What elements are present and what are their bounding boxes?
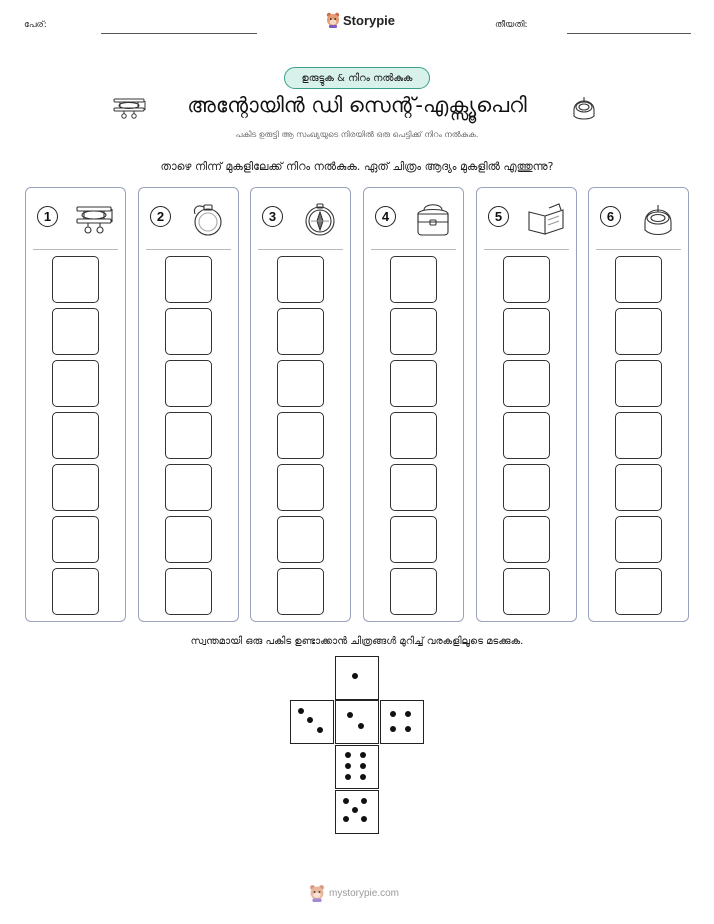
storypie-mascot-icon (326, 12, 340, 28)
column-number: 3 (262, 206, 283, 227)
color-box[interactable] (503, 464, 550, 511)
column-header (259, 200, 344, 240)
color-box[interactable] (277, 412, 324, 459)
color-box[interactable] (503, 256, 550, 303)
color-box[interactable] (503, 516, 550, 563)
color-box[interactable] (503, 412, 550, 459)
die-face-six (335, 745, 379, 789)
aviator-helmet-icon (637, 200, 679, 238)
color-box[interactable] (165, 568, 212, 615)
column-1 (25, 187, 126, 622)
column-header (34, 200, 119, 240)
color-box[interactable] (165, 360, 212, 407)
column-header (485, 200, 570, 240)
title-aviator-helmet-icon (570, 92, 598, 122)
color-box[interactable] (277, 256, 324, 303)
brand-name: Storypie (343, 12, 396, 28)
fold-instruction: സ്വന്തമായി ഒരു പകിട ഉണ്ടാക്കാൻ ചിത്രങ്ങൾ മുറിച്ച് വരകളിലൂടെ മടക്കുക. (190, 636, 524, 647)
color-box[interactable] (52, 464, 99, 511)
color-box[interactable] (165, 516, 212, 563)
color-box[interactable] (390, 308, 437, 355)
color-box[interactable] (615, 568, 662, 615)
color-box[interactable] (52, 308, 99, 355)
color-box[interactable] (52, 516, 99, 563)
color-box[interactable] (165, 256, 212, 303)
color-box[interactable] (615, 360, 662, 407)
die-face-two (335, 700, 379, 744)
color-box[interactable] (52, 256, 99, 303)
column-3 (250, 187, 351, 622)
column-6 (588, 187, 689, 622)
color-box[interactable] (615, 412, 662, 459)
die-face-five (335, 790, 379, 834)
color-box[interactable] (52, 412, 99, 459)
column-number: 4 (375, 206, 396, 227)
biplane-icon (74, 200, 116, 238)
satchel-icon (412, 200, 454, 238)
color-box[interactable] (165, 308, 212, 355)
column-2 (138, 187, 239, 622)
color-box[interactable] (52, 568, 99, 615)
footer-url[interactable]: mystorypie.com (329, 887, 400, 899)
color-box[interactable] (390, 568, 437, 615)
column-5 (476, 187, 577, 622)
column-number: 6 (600, 206, 621, 227)
die-face-one (335, 656, 379, 700)
column-4 (363, 187, 464, 622)
color-box[interactable] (390, 256, 437, 303)
color-box[interactable] (277, 360, 324, 407)
die-face-four (380, 700, 424, 744)
storypie-mascot-icon (309, 884, 325, 902)
title-biplane-icon (112, 94, 148, 120)
color-box[interactable] (503, 360, 550, 407)
date-line[interactable] (567, 33, 691, 34)
subtitle: പകിട ഉരുട്ടി ആ സംഖ്യയുടെ നിരയിൽ ഒരു പെട്ടിക്ക് നിറം നൽകുക. (235, 130, 479, 139)
column-number: 5 (488, 206, 509, 227)
color-box[interactable] (165, 412, 212, 459)
color-box[interactable] (390, 360, 437, 407)
die-face-three (290, 700, 334, 744)
color-box[interactable] (503, 568, 550, 615)
die-net (290, 656, 424, 834)
compass-icon (299, 200, 341, 238)
column-header (372, 200, 457, 240)
footer (309, 884, 399, 902)
color-box[interactable] (615, 516, 662, 563)
color-box[interactable] (615, 464, 662, 511)
column-number: 1 (37, 206, 58, 227)
activity-tag: ഉരുട്ടുക & നിറം നൽകുക (284, 67, 430, 89)
color-box[interactable] (615, 256, 662, 303)
date-label: തീയതി: (495, 20, 528, 30)
color-box[interactable] (52, 360, 99, 407)
color-box[interactable] (390, 412, 437, 459)
column-header (147, 200, 232, 240)
instruction: താഴെ നിന്ന് മുകളിലേക്ക് നിറം നൽകുക. ഏത് ചിത്രം ആദ്യം മുകളിൽ എത്തുന്നു? (160, 160, 554, 173)
color-box[interactable] (277, 464, 324, 511)
name-line[interactable] (101, 33, 257, 34)
brand-logo (326, 12, 395, 28)
color-box[interactable] (503, 308, 550, 355)
color-box[interactable] (615, 308, 662, 355)
column-header (597, 200, 682, 240)
color-box[interactable] (390, 464, 437, 511)
color-box[interactable] (277, 308, 324, 355)
color-box[interactable] (165, 464, 212, 511)
color-box[interactable] (390, 516, 437, 563)
color-box[interactable] (277, 568, 324, 615)
name-label: പേര്: (24, 20, 47, 30)
column-number: 2 (150, 206, 171, 227)
page-title: അന്റോയിൻ ഡി സെന്റ്-എക്സ്യൂപെറി (187, 93, 527, 117)
color-box[interactable] (277, 516, 324, 563)
canteen-icon (187, 200, 229, 238)
open-book-icon (525, 200, 567, 238)
